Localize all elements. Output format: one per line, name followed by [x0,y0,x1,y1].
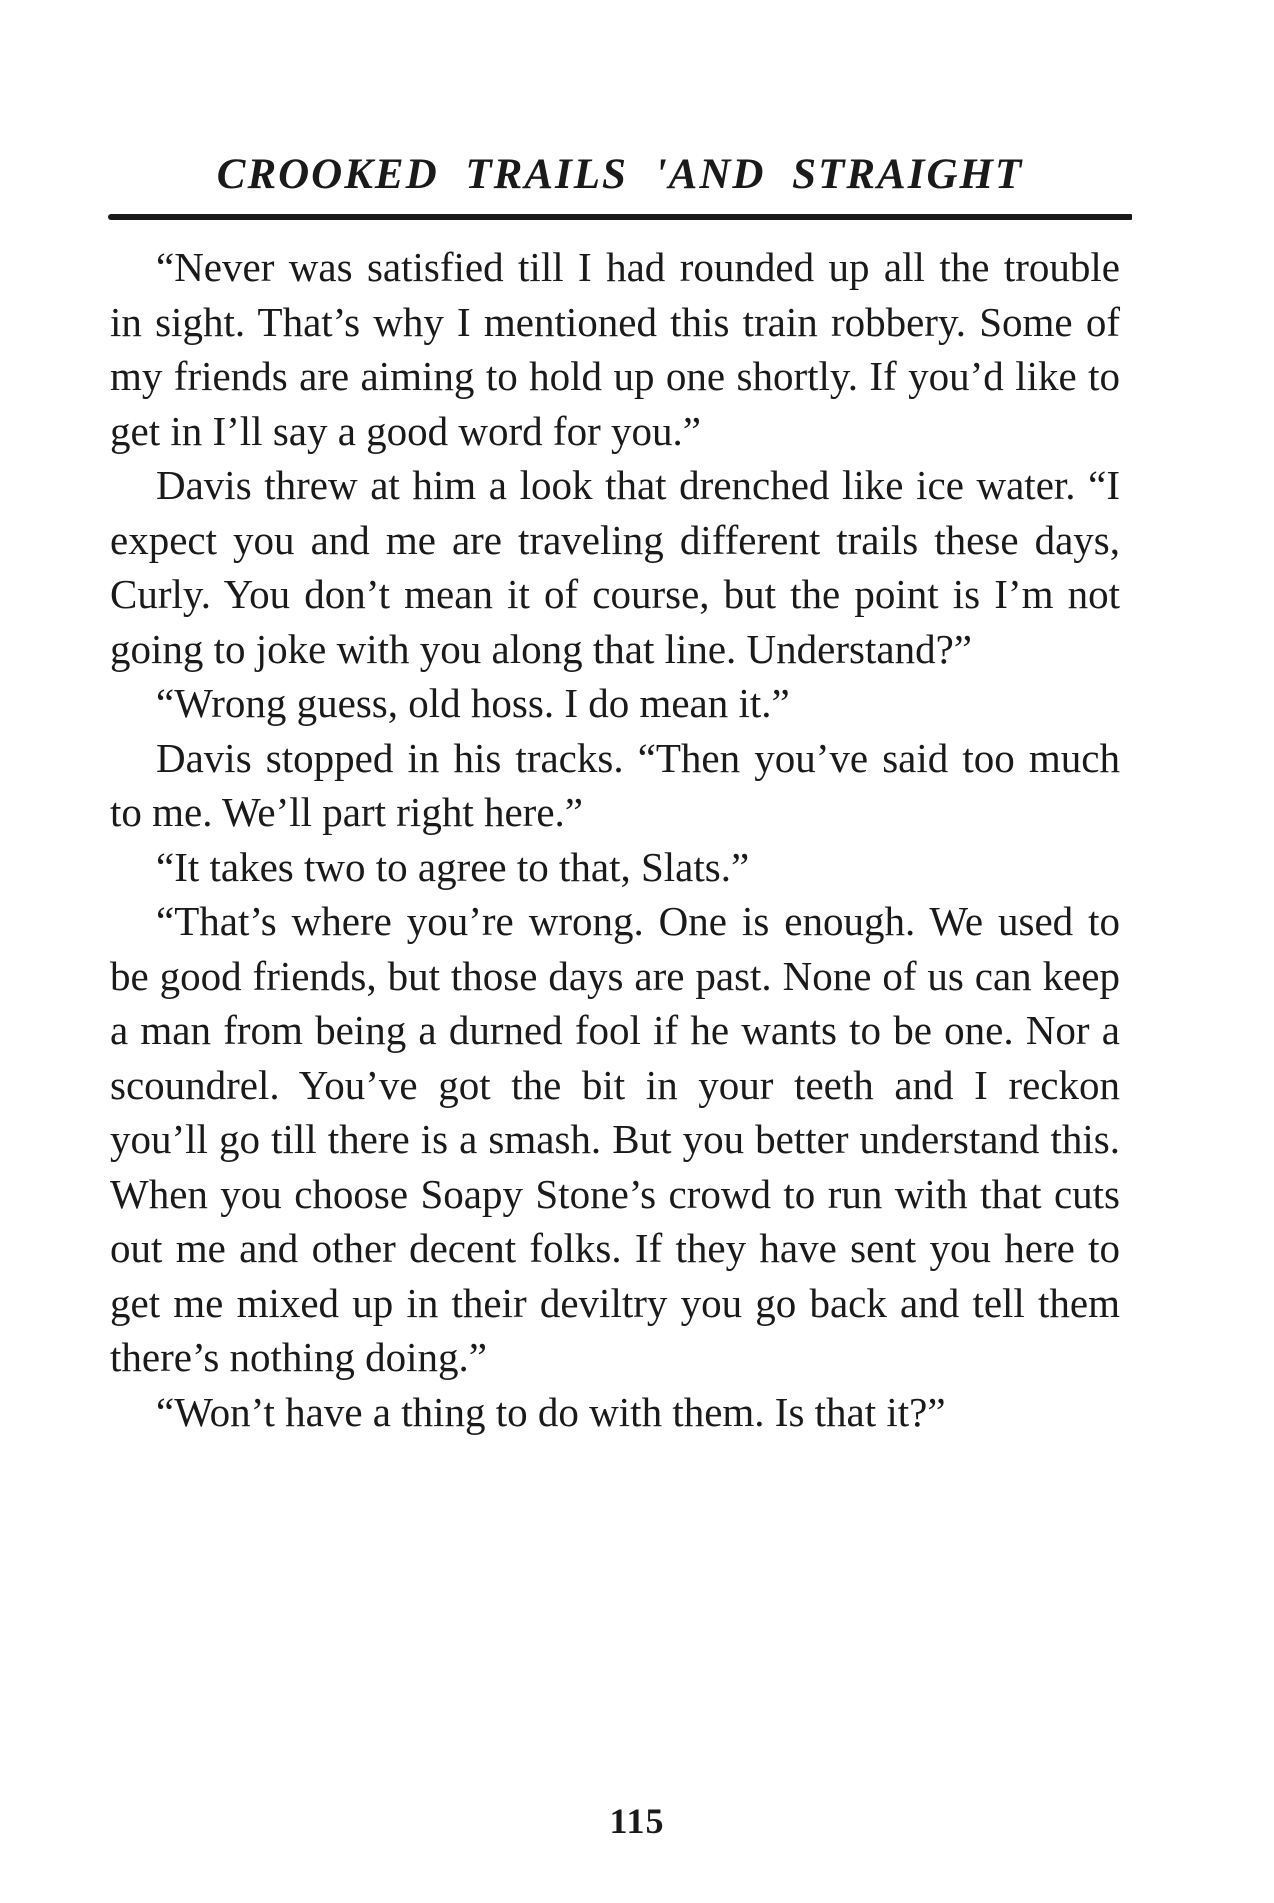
paragraph: “That’s where you’re wrong. One is enough. We used to be good friends, but those days are past. None of us can keep a man from being a durned fool if he wants to be one. Nor a scoundrel. You’ve got the bit in your teeth and I reckon you’ll go till there is a smash. But you better understand this. When you choose Soapy Stone’s crowd to run with that cuts out me and other decent folks. If they have sent you here to get me mixed up in their deviltry you go back and tell them there’s nothing doing.” [110,898,1120,1380]
paragraph: Davis threw at him a look that drenched like ice water. “I expect you and me are traveling different trails these days, Curly. You don’t mean it of course, but the point is I’m not going to joke with you along that line. Understand?” [110,462,1120,672]
page-number: 115 [609,1801,665,1841]
paragraph: “Never was satisfied till I had rounded up all the trouble in sight. That’s why I mentioned this train robbery. Some of my friends are aiming to hold up one shortly. If you’d like to get in I’ll say a good word for you.” [110,244,1120,454]
paragraph: “It takes two to agree to that, Slats.” [156,843,750,890]
running-title: CROOKED TRAILS 'AND STRAIGHT [216,151,1024,198]
paragraph: “Won’t have a thing to do with them. Is that it?” [156,1388,946,1435]
header-rule [108,214,1132,220]
paragraph: Davis stopped in his tracks. “Then you’ve said too much to me. We’ll part right here.” [110,734,1120,835]
body-text [110,240,1120,1439]
paragraph: “Wrong guess, old hoss. I do mean it.” [156,680,790,726]
